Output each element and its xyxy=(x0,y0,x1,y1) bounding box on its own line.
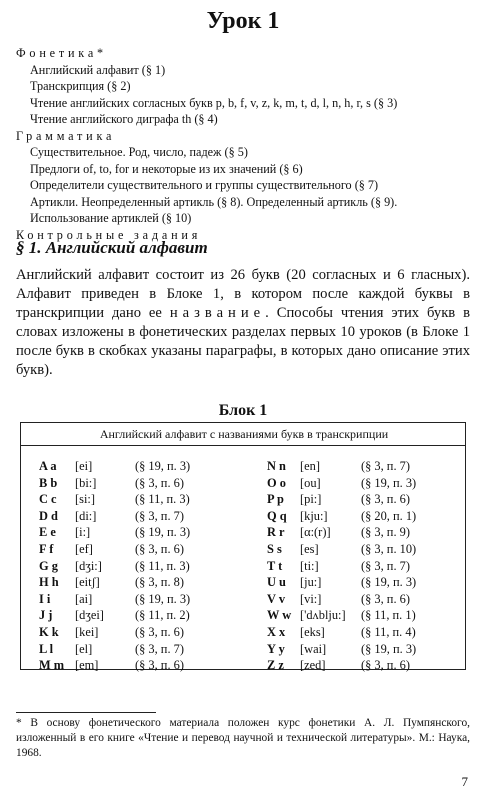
reference-cell: (§ 11, п. 3) xyxy=(135,492,190,507)
letter-cell: I i xyxy=(39,591,51,606)
reference-cell: (§ 3, п. 6) xyxy=(361,492,410,507)
letter-cell: Q q xyxy=(267,508,287,523)
block-title: Блок 1 xyxy=(218,402,268,419)
toc-item: Артикли. Неопределенный артикль (§ 8). Определенный артикль (§ 9). xyxy=(30,194,398,209)
toc-item: Определители существительного и группы существительного (§ 7) xyxy=(30,178,379,192)
reference-cell: (§ 11, п. 1) xyxy=(361,608,416,623)
spaced-word: название xyxy=(169,305,266,321)
toc-phonetics-heading: Фонетика* xyxy=(16,46,107,60)
reference-cell: (§ 3, п. 7) xyxy=(135,508,184,523)
reference-cell: (§ 19, п. 3) xyxy=(135,591,191,606)
transcription-cell: [kju:] xyxy=(300,508,328,523)
reference-cell: (§ 3, п. 7) xyxy=(361,459,410,473)
table-divider xyxy=(21,445,465,446)
letter-cell: R r xyxy=(267,525,285,540)
transcription-cell: [ou] xyxy=(300,475,321,490)
reference-cell: (§ 11, п. 3) xyxy=(135,558,190,573)
toc-item: Английский алфавит (§ 1) xyxy=(30,62,166,77)
toc-item: Предлоги of, to, for и некоторые из их значений (§ 6) xyxy=(30,161,303,176)
letter-cell: G g xyxy=(39,558,58,573)
transcription-cell: [ju:] xyxy=(300,575,322,590)
transcription-cell: [vi:] xyxy=(300,591,322,606)
letter-cell: H h xyxy=(39,575,59,590)
letter-cell: D d xyxy=(39,508,58,523)
transcription-cell: [el] xyxy=(75,641,93,656)
letter-cell: A a xyxy=(39,459,57,473)
footnote: * В основу фонетического материала положен курс фонетики А. Л. Пумпянского, изложенный в его книге «Чтение и перевод научной и технической литературы». М.: Наука, 1968. xyxy=(16,717,470,759)
letter-cell: U u xyxy=(267,575,286,590)
reference-cell: (§ 3, п. 6) xyxy=(361,658,410,673)
transcription-cell: [dʒei] xyxy=(75,608,104,623)
transcription-cell: [eitʃ] xyxy=(75,575,100,590)
toc-item: Чтение английских согласных букв p, b, f, v, z, k, m, t, d, l, n, h, r, s (§ 3) xyxy=(30,95,398,110)
transcription-cell: [dʒi:] xyxy=(75,558,102,573)
transcription-cell: ['dʌblju:] xyxy=(300,608,346,623)
letter-cell: W w xyxy=(267,608,292,623)
transcription-cell: [em] xyxy=(75,658,99,673)
toc-control-heading: Контрольные задания xyxy=(16,227,202,242)
letter-cell: Z z xyxy=(267,658,284,673)
reference-cell: (§ 19, п. 3) xyxy=(361,575,417,590)
transcription-cell: [di:] xyxy=(75,508,97,523)
letter-cell: S s xyxy=(267,542,282,556)
transcription-cell: [ai] xyxy=(75,591,93,606)
reference-cell: (§ 3, п. 9) xyxy=(361,525,410,540)
footnote-rule xyxy=(16,712,156,713)
reference-cell: (§ 3, п. 7) xyxy=(135,641,184,656)
reference-cell: (§ 3, п. 6) xyxy=(135,475,184,490)
paragraph-text: Английский алфавит состоит из 26 букв (20 согласных и 6 гласных). Алфавит приведен в Блоке 1, в котором после каждой буквы в транскрипции дано ее xyxy=(16,267,470,321)
letter-cell: F f xyxy=(39,542,54,556)
reference-cell: (§ 3, п. 8) xyxy=(135,575,184,590)
reference-cell: (§ 19, п. 3) xyxy=(135,525,191,540)
reference-cell: (§ 3, п. 7) xyxy=(361,558,410,573)
transcription-cell: [bi:] xyxy=(75,475,97,490)
toc-grammar-heading: Грамматика xyxy=(16,128,116,143)
transcription-cell: [es] xyxy=(300,542,319,556)
letter-cell: E e xyxy=(39,525,56,540)
transcription-cell: [pi:] xyxy=(300,492,322,507)
lesson-title: Урок 1 xyxy=(206,8,280,34)
transcription-cell: [ef] xyxy=(75,542,93,556)
alphabet-table xyxy=(20,422,466,673)
letter-cell: X x xyxy=(267,625,286,639)
section-heading: § 1. Английский алфавит xyxy=(16,238,208,257)
letter-cell: C c xyxy=(39,492,57,507)
letter-cell: M m xyxy=(39,658,65,673)
paragraph-text: . Способы чтения этих букв в словах изложены в фонетических разделах первых 10 уроков (в Блоке 1 после букв в скобках указаны параграфы, в которых дано описание этих букв). xyxy=(16,305,470,378)
letter-cell: O o xyxy=(267,475,286,490)
letter-cell: V v xyxy=(267,591,286,606)
transcription-cell: [ti:] xyxy=(300,558,319,573)
reference-cell: (§ 3, п. 6) xyxy=(135,542,184,556)
transcription-cell: [wai] xyxy=(300,641,327,656)
table-caption: Английский алфавит с названиями букв в транскрипции xyxy=(99,427,389,441)
reference-cell: (§ 19, п. 3) xyxy=(135,459,191,473)
letter-cell: K k xyxy=(39,625,59,639)
transcription-cell: [en] xyxy=(300,459,320,473)
transcription-cell: [α:(r)] xyxy=(300,525,331,540)
letter-cell: Y y xyxy=(267,641,285,656)
transcription-cell: [si:] xyxy=(75,492,95,507)
body-paragraph xyxy=(16,266,470,380)
transcription-cell: [kei] xyxy=(75,625,99,639)
toc-item: Чтение английского диграфа th (§ 4) xyxy=(30,112,218,126)
page-number: 7 xyxy=(461,774,468,789)
toc-item: Существительное. Род, число, падеж (§ 5) xyxy=(30,145,248,159)
reference-cell: (§ 11, п. 4) xyxy=(361,625,416,639)
lesson-contents xyxy=(16,45,476,243)
transcription-cell: [zed] xyxy=(300,658,326,673)
letter-cell: L l xyxy=(39,641,54,656)
reference-cell: (§ 20, п. 1) xyxy=(361,508,417,523)
toc-item: Использование артиклей (§ 10) xyxy=(30,211,192,225)
letter-cell: B b xyxy=(39,475,58,490)
reference-cell: (§ 3, п. 6) xyxy=(135,658,184,673)
letter-cell: P p xyxy=(267,492,284,507)
letter-cell: T t xyxy=(267,558,283,573)
letter-cell: N n xyxy=(267,459,286,473)
reference-cell: (§ 11, п. 2) xyxy=(135,608,190,623)
reference-cell: (§ 19, п. 3) xyxy=(361,641,417,656)
transcription-cell: [eks] xyxy=(300,625,325,639)
reference-cell: (§ 3, п. 6) xyxy=(361,591,410,606)
transcription-cell: [i:] xyxy=(75,525,91,540)
letter-cell: J j xyxy=(39,608,53,623)
reference-cell: (§ 3, п. 6) xyxy=(135,625,184,639)
transcription-cell: [ei] xyxy=(75,459,93,473)
reference-cell: (§ 19, п. 3) xyxy=(361,475,417,490)
toc-item: Транскрипция (§ 2) xyxy=(30,79,131,93)
reference-cell: (§ 3, п. 10) xyxy=(361,542,417,556)
